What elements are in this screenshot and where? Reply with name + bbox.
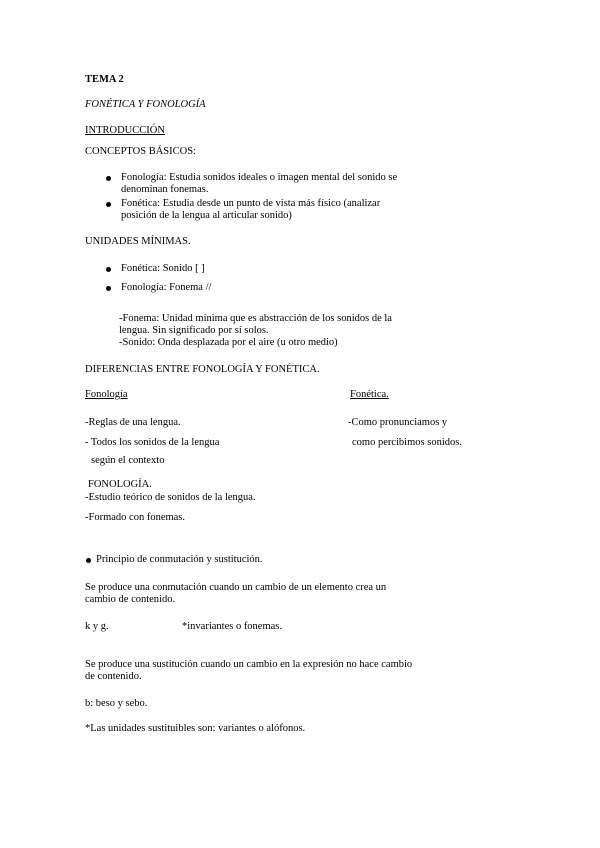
kyg-example: k y g.	[85, 621, 109, 632]
doc-subtitle: FONÉTICA Y FONOLOGÍA	[85, 99, 206, 110]
fonologia-row: -Formado con fonemas.	[85, 512, 186, 523]
bullet-icon	[106, 267, 111, 272]
list-item: Fonética: Estudia desde un punto de vista más físico (analizar	[121, 198, 381, 209]
list-item-cont: denominan fonemas.	[121, 184, 209, 195]
fonologia-row: -Estudio teórico de sonidos de la lengua.	[85, 492, 256, 503]
unidades-heading: UNIDADES MÍNIMAS.	[85, 236, 191, 247]
left-row: -Reglas de una lengua.	[85, 417, 181, 428]
right-row: -Como pronunciamos y	[348, 417, 448, 428]
beso-example: b: beso y sebo.	[85, 698, 148, 709]
conmutacion-line: cambio de contenido.	[85, 594, 176, 605]
right-row: como percibimos sonidos.	[352, 437, 462, 448]
list-item: Fonética: Sonido [ ]	[121, 263, 205, 274]
fonologia-heading: FONOLOGÍA.	[88, 479, 152, 490]
list-item-cont: posición de la lengua al articular sonido)	[121, 210, 292, 221]
doc-title: TEMA 2	[85, 74, 124, 85]
conmutacion-line: Se produce una conmutación cuando un cambio de un elemento crea un	[85, 582, 387, 593]
conceptos-heading: CONCEPTOS BÁSICOS:	[85, 146, 196, 157]
principio-line: Principio de conmutación y sustitución.	[96, 554, 263, 565]
sustitucion-line: Se produce una sustitución cuando un cambio en la expresión no hace cambio	[85, 659, 413, 670]
list-item: Fonología: Estudia sonidos ideales o imagen mental del sonido se	[121, 172, 398, 183]
diferencias-heading: DIFERENCIAS ENTRE FONOLOGÍA Y FONÉTICA.	[85, 364, 320, 375]
left-row: según el contexto	[91, 455, 165, 466]
intro-heading: INTRODUCCIÓN	[85, 125, 165, 136]
variantes-note: *Las unidades sustituibles son: variantes o alófonos.	[85, 723, 306, 734]
bullet-icon	[86, 558, 91, 563]
definition-line: -Sonido: Onda desplazada por el aire (u otro medio)	[119, 337, 338, 348]
sustitucion-line: de contenido.	[85, 671, 142, 682]
invariantes-note: *invariantes o fonemas.	[182, 621, 283, 632]
definition-line: -Fonema: Unidad mínima que es abstracción de los sonidos de la	[119, 313, 392, 324]
list-item: Fonología: Fonema //	[121, 282, 212, 293]
definition-line: lengua. Sin significado por sí solos.	[119, 325, 269, 336]
col-left-heading: Fonología	[85, 389, 128, 400]
bullet-icon	[106, 176, 111, 181]
left-row: - Todos los sonidos de la lengua	[85, 437, 220, 448]
bullet-icon	[106, 202, 111, 207]
bullet-icon	[106, 286, 111, 291]
col-right-heading: Fonética.	[350, 389, 389, 400]
